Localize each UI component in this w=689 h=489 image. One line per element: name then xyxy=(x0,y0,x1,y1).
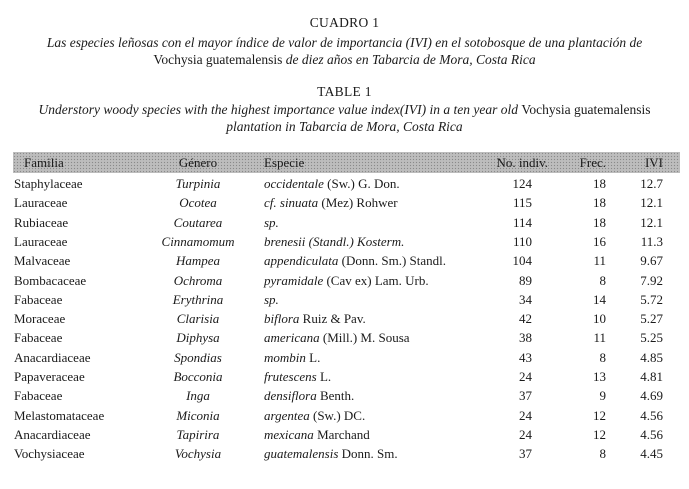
species-epithet: americana xyxy=(264,330,320,345)
cuadro-caption-line-2 xyxy=(0,51,689,68)
cell-familia: Moraceae xyxy=(14,311,66,326)
cell-frec: 8 xyxy=(599,273,606,288)
species-epithet: mombin xyxy=(264,350,306,365)
cell-genero: Cinnamomum xyxy=(161,234,235,249)
cell-genero: Hampea xyxy=(175,253,221,268)
species-author: Benth. xyxy=(316,388,355,403)
cell-no-indiv: 24 xyxy=(519,408,532,423)
header-no-indiv: No. indiv. xyxy=(496,155,548,170)
cuadro-caption-line-1: Las especies leñosas con el mayor índice de valor de importancia (IVI) en el sotobosque de una plantación de xyxy=(46,35,643,50)
cell-frec: 12 xyxy=(593,427,606,442)
cell-especie xyxy=(264,330,410,346)
cell-ivi: 4.56 xyxy=(640,408,663,423)
cell-ivi: 4.85 xyxy=(640,350,663,365)
cell-no-indiv: 124 xyxy=(512,176,532,191)
cell-especie xyxy=(264,253,446,269)
cell-frec: 10 xyxy=(593,311,606,326)
cell-genero: Clarisia xyxy=(176,311,220,326)
cell-ivi: 12.1 xyxy=(640,215,663,230)
cell-ivi: 5.72 xyxy=(640,292,663,307)
cell-no-indiv: 24 xyxy=(519,369,532,384)
cell-no-indiv: 43 xyxy=(519,350,532,365)
species-author: (Mez) Rohwer xyxy=(318,195,398,210)
species-author: (Mill.) M. Sousa xyxy=(319,330,410,345)
species-epithet: appendiculata xyxy=(264,253,339,268)
cell-no-indiv: 110 xyxy=(512,234,532,249)
table-caption-text: Understory woody species with the highest importance value index(IVI) in a ten year old xyxy=(38,102,522,117)
cell-familia: Melastomataceae xyxy=(14,408,105,423)
header-genero: Género xyxy=(178,155,218,170)
cell-no-indiv: 114 xyxy=(512,215,532,230)
cell-genero: Turpinia xyxy=(175,176,221,191)
species-epithet: frutescens xyxy=(264,369,317,384)
species-author: Donn. Sm. xyxy=(338,446,398,461)
species-author: Marchand xyxy=(313,427,370,442)
cell-genero: Coutarea xyxy=(173,215,223,230)
cell-frec: 18 xyxy=(593,176,606,191)
cell-no-indiv: 37 xyxy=(519,388,532,403)
species-author: (Donn. Sm.) Standl. xyxy=(338,253,447,268)
species-epithet: biflora xyxy=(264,311,300,326)
cell-familia: Anacardiaceae xyxy=(14,427,91,442)
species-epithet: mexicana xyxy=(264,427,314,442)
cell-genero: Diphysa xyxy=(176,330,220,345)
species-epithet: sp. xyxy=(264,292,279,307)
cell-frec: 9 xyxy=(599,388,606,403)
cell-frec: 18 xyxy=(593,215,606,230)
species-epithet: cf. sinuata xyxy=(264,195,319,210)
cell-no-indiv: 34 xyxy=(519,292,532,307)
species-author: (Sw.) G. Don. xyxy=(323,176,400,191)
cell-especie xyxy=(264,350,320,366)
cell-especie xyxy=(264,195,398,211)
cell-especie xyxy=(264,446,398,462)
species-author: L. xyxy=(305,350,321,365)
cell-frec: 18 xyxy=(593,195,606,210)
table-caption-line-1 xyxy=(0,101,689,118)
species-epithet: densiflora xyxy=(264,388,317,403)
cell-especie xyxy=(264,388,354,404)
cell-frec: 12 xyxy=(593,408,606,423)
header-familia: Familia xyxy=(24,155,64,170)
cell-especie xyxy=(264,311,366,327)
cell-ivi: 11.3 xyxy=(640,234,663,249)
cell-especie xyxy=(264,215,279,231)
cell-frec: 8 xyxy=(599,446,606,461)
cell-ivi: 12.1 xyxy=(640,195,663,210)
cell-familia: Fabaceae xyxy=(14,330,63,345)
cell-no-indiv: 42 xyxy=(519,311,532,326)
cell-familia: Anacardiaceae xyxy=(14,350,91,365)
cell-ivi: 5.27 xyxy=(640,311,663,326)
table-caption-species: Vochysia guatemalensis xyxy=(521,102,651,117)
cell-ivi: 4.45 xyxy=(640,446,663,461)
cell-genero: Ochroma xyxy=(173,273,223,288)
cell-familia: Lauraceae xyxy=(14,234,68,249)
cell-no-indiv: 24 xyxy=(519,427,532,442)
cell-no-indiv: 38 xyxy=(519,330,532,345)
cell-frec: 16 xyxy=(593,234,606,249)
cell-especie xyxy=(264,369,331,385)
cell-familia: Fabaceae xyxy=(14,292,63,307)
cell-familia: Bombacaceae xyxy=(14,273,87,288)
cell-genero: Erythrina xyxy=(172,292,224,307)
cell-no-indiv: 104 xyxy=(512,253,532,268)
cell-genero: Bocconia xyxy=(173,369,223,384)
cell-especie xyxy=(264,427,370,443)
cell-familia: Malvaceae xyxy=(14,253,71,268)
cell-ivi: 4.56 xyxy=(640,427,663,442)
cell-especie xyxy=(264,408,365,424)
cell-no-indiv: 89 xyxy=(519,273,532,288)
cuadro-title: CUADRO 1 xyxy=(309,15,380,30)
cell-no-indiv: 115 xyxy=(512,195,532,210)
species-epithet: guatemalensis xyxy=(264,446,339,461)
header-frec: Frec. xyxy=(579,155,606,170)
cell-familia: Rubiaceae xyxy=(14,215,69,230)
species-epithet: occidentale xyxy=(264,176,324,191)
cell-familia: Fabaceae xyxy=(14,388,63,403)
table-caption-line-2: plantation in Tabarcia de Mora, Costa Rica xyxy=(226,119,463,134)
cell-frec: 8 xyxy=(599,350,606,365)
cell-genero: Ocotea xyxy=(179,195,217,210)
cell-frec: 14 xyxy=(593,292,606,307)
cell-especie xyxy=(264,176,400,192)
species-author: (Cav ex) Lam. Urb. xyxy=(323,273,429,288)
species-epithet: pyramidale xyxy=(264,273,324,288)
cell-ivi: 12.7 xyxy=(640,176,663,191)
cell-genero: Tapirira xyxy=(176,427,220,442)
cell-genero: Vochysia xyxy=(174,446,222,461)
cell-genero: Miconia xyxy=(176,408,220,423)
species-author: (Sw.) DC. xyxy=(309,408,366,423)
cell-especie xyxy=(264,292,279,308)
cell-especie xyxy=(264,273,429,289)
species-author: Ruiz & Pav. xyxy=(299,311,366,326)
species-epithet: brenesii (Standl.) Kosterm. xyxy=(264,234,405,249)
species-epithet: argentea xyxy=(264,408,310,423)
cell-ivi: 9.67 xyxy=(640,253,663,268)
cell-frec: 11 xyxy=(593,330,606,345)
cell-familia: Papaveraceae xyxy=(14,369,85,384)
species-epithet: sp. xyxy=(264,215,279,230)
cell-frec: 13 xyxy=(593,369,606,384)
cell-ivi: 4.69 xyxy=(640,388,663,403)
header-ivi: IVI xyxy=(644,155,663,170)
cell-familia: Vochysiaceae xyxy=(14,446,85,461)
cell-ivi: 7.92 xyxy=(640,273,663,288)
cuadro-species: Vochysia guatemalensis xyxy=(153,52,283,67)
species-author: L. xyxy=(316,369,332,384)
cell-ivi: 4.81 xyxy=(640,369,663,384)
cell-ivi: 5.25 xyxy=(640,330,663,345)
table-title: TABLE 1 xyxy=(317,84,372,99)
cell-frec: 11 xyxy=(593,253,606,268)
cell-familia: Staphylaceae xyxy=(14,176,83,191)
cell-familia: Lauraceae xyxy=(14,195,68,210)
cell-genero: Inga xyxy=(186,388,210,403)
header-especie: Especie xyxy=(264,155,305,170)
cell-no-indiv: 37 xyxy=(519,446,532,461)
cell-especie xyxy=(264,234,404,250)
cell-genero: Spondias xyxy=(174,350,222,365)
cuadro-caption-rest: de diez años en Tabarcia de Mora, Costa Rica xyxy=(282,52,536,67)
